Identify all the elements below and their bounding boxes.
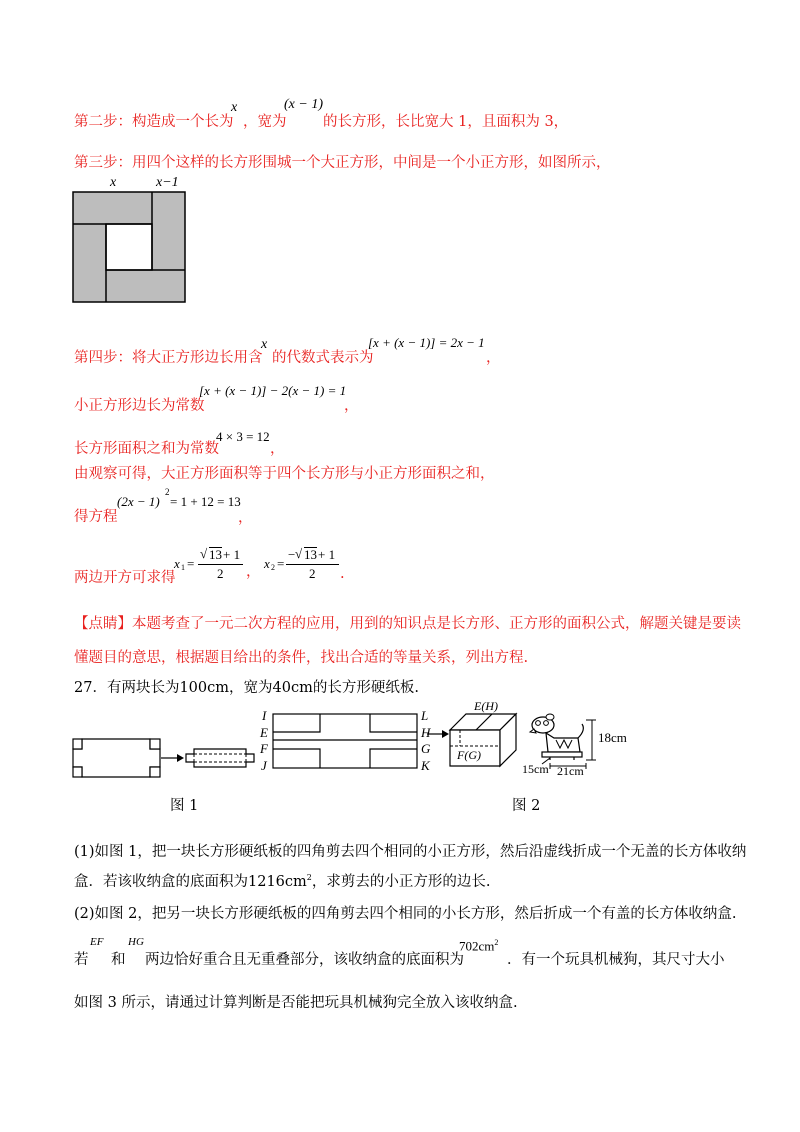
- small-square-expr: [x + (x − 1)] − 2(x − 1) = 1: [199, 383, 347, 398]
- roots-text: 两边开方可求得: [74, 570, 176, 586]
- root2-num-rest: + 1: [318, 547, 336, 562]
- step2-text-b: ，宽为: [243, 114, 287, 130]
- segment-EF: EF: [90, 936, 104, 948]
- segment-HG: HG: [128, 936, 144, 948]
- equation-comma: ，: [238, 510, 253, 526]
- step4-text-b: 的代数式表示为: [272, 350, 374, 366]
- part2-area-value: 702cm: [459, 938, 495, 954]
- root2-den: 2: [309, 566, 316, 581]
- step4-text-a: 第四步：将大正方形边长用含: [74, 350, 263, 366]
- part1-line-2a: 盒．若该收纳盒的底面积为1216cm: [74, 874, 307, 890]
- label-H: H: [421, 725, 431, 740]
- equation-rest: = 1 + 12 = 13: [170, 494, 241, 509]
- root1-num-rest: + 1: [223, 547, 241, 562]
- root2-var: x: [264, 556, 270, 571]
- root2-minus: −: [288, 547, 296, 562]
- question-27-text: 27．有两块长为100cm，宽为40cm的长方形硬纸板.: [74, 680, 419, 696]
- small-square-comma: ，: [344, 398, 359, 414]
- step2-var-x: x: [231, 100, 238, 115]
- label-L: L: [421, 708, 429, 723]
- label-F: F: [260, 741, 268, 756]
- step2-text-c: 的长方形，长比宽大 1，且面积为 3，: [323, 114, 569, 130]
- dim-depth: 15cm: [522, 762, 549, 776]
- part2-line-2c: 两边恰好重合且无重叠部分，该收纳盒的底面积为: [145, 952, 464, 968]
- equation-text: 得方程: [74, 509, 118, 525]
- roots-math: x 1 = √ 13 + 1 2 ， x 2 = − √ 13 + 1 2: [174, 546, 344, 586]
- step4-expr: [x + (x − 1)] = 2x − 1: [368, 335, 485, 350]
- fig-label-x: x: [110, 175, 117, 190]
- figure-2-cardboard-sheet: [272, 713, 418, 769]
- area-sum-text: 长方形面积之和为常数: [74, 441, 219, 457]
- step4-var-x: x: [261, 337, 268, 352]
- step4-comma: ，: [486, 350, 501, 366]
- rectangles-square-diagram: [72, 191, 186, 303]
- part2-line-2b: 和: [111, 952, 126, 968]
- observation-text: 由观察可得，大正方形面积等于四个长方形与小正方形面积之和，: [74, 466, 495, 482]
- root1-var: x: [174, 556, 180, 571]
- figure-2-caption: 图 2: [512, 798, 541, 814]
- step2-text-a: 第二步：构造成一个长为: [74, 114, 234, 130]
- root2-radicand: 13: [304, 547, 317, 562]
- root1-sub: 1: [181, 563, 185, 572]
- equation-base: (2x − 1): [117, 494, 160, 509]
- root1-den: 2: [217, 566, 224, 581]
- label-E: E: [260, 725, 268, 740]
- comment-line-1: 【点睛】本题考查了一元二次方程的应用，用到的知识点是长方形、正方形的面积公式，解题关键是要读: [74, 616, 741, 632]
- part2-line-2a: 若: [74, 952, 89, 968]
- root1-radicand: 13: [209, 547, 222, 562]
- small-square-text: 小正方形边长为常数: [74, 398, 205, 414]
- equation-exponent: 2: [165, 487, 170, 497]
- comment-line-2: 懂题目的意思，根据题目给出的条件，找出合适的等量关系，列出方程.: [74, 650, 529, 666]
- box-top-label: E(H): [474, 699, 498, 713]
- part1-line-1: (1)如图 1，把一块长方形硬纸板的四角剪去四个相同的小正方形，然后沿虚线折成一个无盖的长方体收纳: [74, 844, 747, 860]
- box-bottom-label: F(G): [457, 748, 481, 762]
- root2-sub: 2: [271, 563, 275, 572]
- part1-sup: 2: [306, 873, 312, 883]
- part1-line-2b: ，求剪去的小正方形的边长.: [311, 874, 491, 890]
- area-sum-expr: 4 × 3 = 12: [216, 429, 270, 444]
- dim-width: 21cm: [557, 764, 584, 778]
- area-sum-comma: ，: [270, 441, 285, 457]
- figure-1-cardboard-cut: [72, 738, 272, 778]
- roots-sep: ，: [246, 564, 261, 580]
- roots-end: .: [340, 566, 345, 582]
- part2-line-2d: ．有一个玩具机械狗，其尺寸大小: [507, 952, 725, 968]
- part2-line-3: 如图 3 所示，请通过计算判断是否能把玩具机械狗完全放入该收纳盒.: [74, 995, 518, 1011]
- label-J: J: [261, 758, 267, 773]
- label-I: I: [262, 708, 267, 723]
- figure-1-caption: 图 1: [170, 798, 199, 814]
- step2-width-expr: (x − 1): [284, 97, 323, 112]
- dim-height: 18cm: [598, 730, 627, 745]
- part2-area-sup: 2: [494, 938, 499, 947]
- fig-label-x-minus-1: x−1: [156, 175, 179, 190]
- label-K: K: [421, 758, 430, 773]
- label-G: G: [421, 741, 431, 756]
- step3-text: 第三步：用四个这样的长方形围城一个大正方形，中间是一个小正方形，如图所示，: [74, 155, 611, 171]
- part2-line-1: (2)如图 2，把另一块长方形硬纸板的四角剪去四个相同的小长方形，然后折成一个有盖的长方体收纳盒.: [74, 906, 737, 922]
